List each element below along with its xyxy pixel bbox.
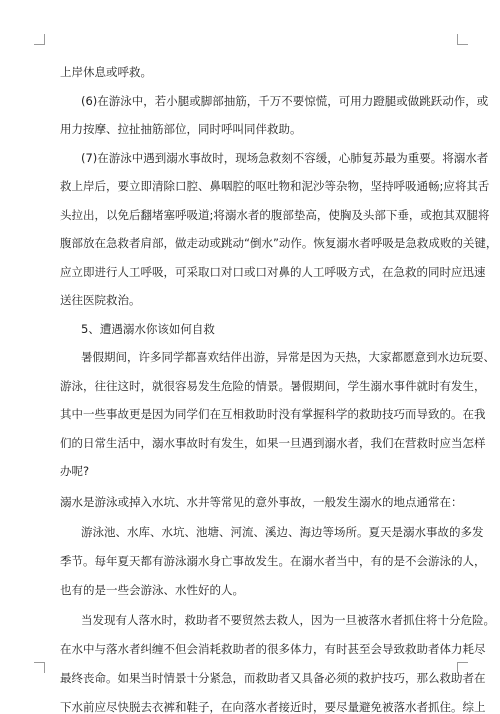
- crop-mark-bottom-left: [34, 662, 45, 673]
- crop-mark-top-left: [34, 34, 45, 45]
- crop-mark-top-right: [457, 34, 468, 45]
